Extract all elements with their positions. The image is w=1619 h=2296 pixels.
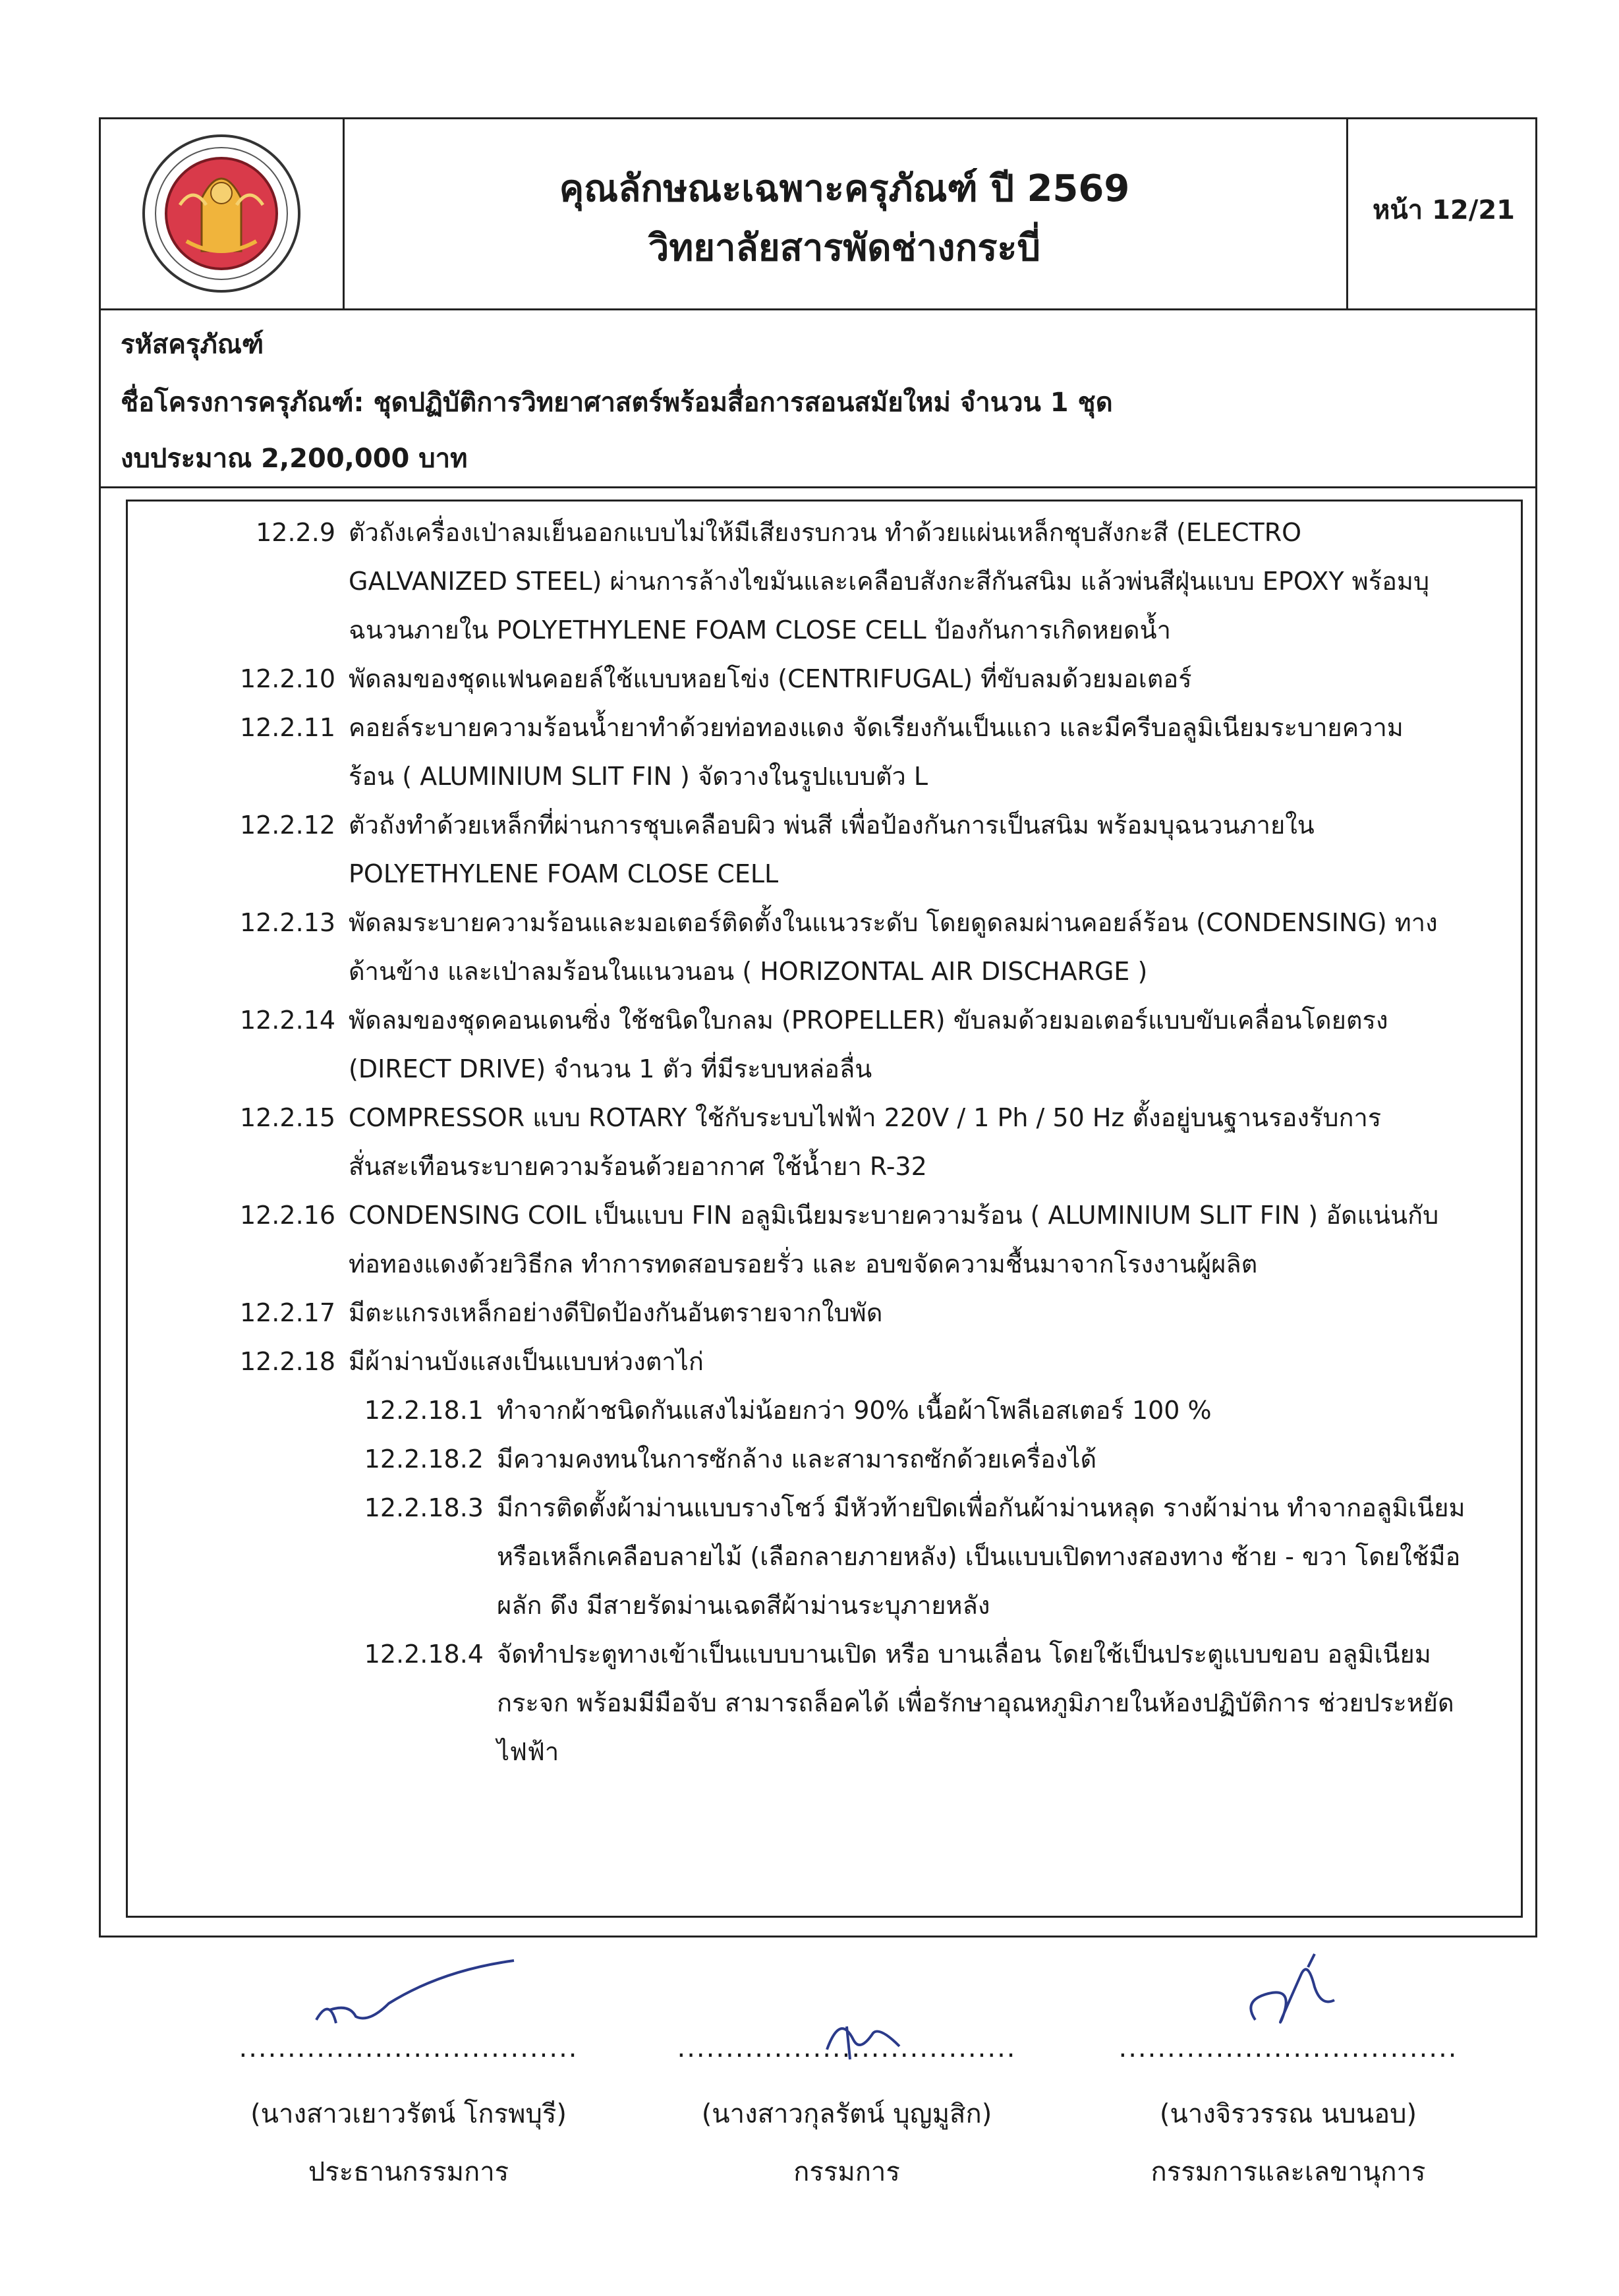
item-text-line: ไฟฟ้า: [497, 1737, 559, 1766]
item-text-line: ร้อน ( ALUMINIUM SLIT FIN ) จัดวางในรูปแบบตัว L: [349, 762, 928, 791]
signer-name: (นางสาวกุลรัตน์ บุญมูสิก): [701, 2099, 992, 2129]
item-text-line: พัดลมระบายความร้อนและมอเตอร์ติดตั้งในแนวระดับ โดยดูดลมผ่านคอยล์ร้อน (CONDENSING) ทาง: [349, 908, 1438, 937]
signer-role: กรรมการและเลขานุการ: [1150, 2157, 1426, 2187]
item-number: 12.2.9: [256, 518, 335, 547]
title-cell: [343, 119, 1452, 308]
item-text-line: พัดลมของชุดแฟนคอยล์ใช้แบบหอยโข่ง (CENTRIFUGAL) ที่ขับลมด้วยมอเตอร์: [349, 664, 1192, 693]
spec-subitem: [364, 1386, 1212, 1435]
spec-subitem: [364, 1630, 1454, 1776]
equipment-code-label: รหัสครุภัณฑ์: [121, 330, 264, 360]
item-text-line: จัดทำประตูทางเข้าเป็นแบบบานเปิด หรือ บานเลื่อน โดยใช้เป็นประตูแบบขอบ อลูมิเนียม: [497, 1640, 1431, 1669]
signature-block: [198, 2033, 619, 2208]
item-text-line: มีการติดตั้งผ้าม่านแบบรางโชว์ มีหัวท้ายปิดเพื่อกันผ้าม่านหลุด รางผ้าม่าน ทำจากอลูมิเนียม: [497, 1493, 1465, 1522]
item-number: 12.2.18: [239, 1347, 335, 1376]
page-number: หน้า 12/21: [1372, 195, 1516, 225]
item-text-line: หรือเหล็กเคลือบลายไม้ (เลือกลายภายหลัง) เป็นแบบเปิดทางสองทาง ซ้าย - ขวา โดยใช้มือ: [497, 1542, 1461, 1571]
item-number: 12.2.13: [239, 908, 335, 937]
spec-item: [239, 1191, 1439, 1288]
item-number: 12.2.14: [239, 1006, 335, 1035]
item-number: 12.2.11: [239, 713, 335, 742]
project-info: [101, 308, 1535, 488]
project-name: ชื่อโครงการครุภัณฑ์: ชุดปฏิบัติการวิทยาศาสตร์พร้อมสื่อการสอนสมัยใหม่ จำนวน 1 ชุด: [121, 387, 1113, 418]
item-text-line: สั่นสะเทือนระบายความร้อนด้วยอากาศ ใช้น้ำยา R-32: [349, 1152, 927, 1181]
budget: งบประมาณ 2,200,000 บาท: [121, 444, 468, 474]
item-text-line: COMPRESSOR แบบ ROTARY ใช้กับระบบไฟฟ้า 220V / 1 Ph / 50 Hz ตั้งอยู่บนฐานรองรับการ: [349, 1103, 1382, 1132]
signer-role: ประธานกรรมการ: [308, 2157, 509, 2187]
spec-subitem: [364, 1483, 1465, 1630]
item-text-line: มีความคงทนในการซักล้าง และสามารถซักด้วยเครื่องได้: [497, 1445, 1097, 1474]
item-text-line: (DIRECT DRIVE) จำนวน 1 ตัว ที่มีระบบหล่อลื่น: [349, 1054, 872, 1083]
signature-block: [636, 2033, 1058, 2208]
item-text-line: POLYETHYLENE FOAM CLOSE CELL: [349, 859, 779, 888]
item-text-line: ด้านข้าง และเป่าลมร้อนในแนวนอน ( HORIZONTAL AIR DISCHARGE ): [349, 957, 1148, 986]
spec-item: [239, 654, 1192, 703]
handwritten-signature: [277, 1957, 540, 2043]
spec-item: [239, 898, 1438, 996]
vocational-commission-logo: [101, 119, 343, 308]
header: [101, 119, 1535, 310]
item-text-line: ฉนวนภายใน POLYETHYLENE FOAM CLOSE CELL ป้องกันการเกิดหยดน้ำ: [349, 616, 1171, 645]
signature-line: ...................................: [1118, 2033, 1458, 2063]
logo-cell: [101, 119, 345, 308]
signature-line: ...................................: [239, 2033, 579, 2063]
item-number: 12.2.10: [239, 664, 335, 693]
spec-item: [239, 1337, 704, 1386]
item-text-line: กระจก พร้อมมีมือจับ สามารถล็อคได้ เพื่อรักษาอุณหภูมิภายในห้องปฏิบัติการ ช่วยประหยัด: [497, 1688, 1454, 1717]
specification-box: [126, 500, 1523, 1918]
spec-item: [239, 801, 1315, 898]
spec-item: [256, 508, 1430, 654]
item-number: 12.2.18.3: [364, 1493, 484, 1522]
item-number: 12.2.18.1: [364, 1396, 484, 1425]
spec-item: [239, 1093, 1382, 1191]
page-cell: [1346, 119, 1539, 308]
item-text-line: คอยล์ระบายความร้อนน้ำยาทำด้วยท่อทองแดง จัดเรียงกันเป็นแถว และมีครีบอลูมิเนียมระบายความ: [349, 713, 1404, 742]
item-number: 12.2.12: [239, 811, 335, 840]
item-text-line: มีผ้าม่านบังแสงเป็นแบบห่วงตาไก่: [349, 1347, 704, 1376]
item-text-line: ทำจากผ้าชนิดกันแสงไม่น้อยกว่า 90% เนื้อผ้าโพลีเอสเตอร์ 100 %: [497, 1396, 1212, 1425]
document-title: คุณลักษณะเฉพาะครุภัณฑ์ ปี 2569: [559, 167, 1130, 210]
item-text-line: ผลัก ดึง มีสายรัดม่านเฉดสีผ้าม่านระบุภายหลัง: [497, 1591, 990, 1620]
signer-name: (นางสาวเยาวรัตน์ โกรพบุรี): [250, 2099, 567, 2129]
item-number: 12.2.17: [239, 1298, 335, 1327]
item-text-line: ท่อทองแดงด้วยวิธีกล ทำการทดสอบรอยรั่ว และ อบขจัดความชื้นมาจากโรงงานผู้ผลิต: [349, 1249, 1258, 1278]
item-number: 12.2.15: [239, 1103, 335, 1132]
item-number: 12.2.16: [239, 1201, 335, 1230]
spec-subitem: [364, 1435, 1097, 1483]
item-number: 12.2.18.2: [364, 1445, 484, 1474]
item-text-line: พัดลมของชุดคอนเดนซิ่ง ใช้ชนิดใบกลม (PROPELLER) ขับลมด้วยมอเตอร์แบบขับเคลื่อนโดยตรง: [349, 1006, 1388, 1035]
item-number: 12.2.18.4: [364, 1640, 484, 1669]
signer-name: (นางจิรวรรณ นบนอบ): [1159, 2099, 1417, 2129]
item-text-line: มีตะแกรงเหล็กอย่างดีปิดป้องกันอันตรายจากใบพัด: [349, 1298, 883, 1327]
spec-item: [239, 996, 1388, 1093]
signer-role: กรรมการ: [793, 2157, 900, 2187]
spec-item: [239, 703, 1404, 801]
document-frame: [99, 117, 1537, 1937]
item-text-line: CONDENSING COIL เป็นแบบ FIN อลูมิเนียมระบายความร้อน ( ALUMINIUM SLIT FIN ) อัดแน่นกับ: [349, 1201, 1439, 1230]
signature-line: ...................................: [677, 2033, 1017, 2063]
college-name: วิทยาลัยสารพัดช่างกระบี่: [648, 227, 1041, 270]
signature-block: [1077, 2033, 1499, 2208]
item-text-line: ตัวถังทำด้วยเหล็กที่ผ่านการชุบเคลือบผิว พ่นสี เพื่อป้องกันการเป็นสนิม พร้อมบุฉนวนภายใน: [349, 811, 1315, 840]
item-text-line: ตัวถังเครื่องเป่าลมเย็นออกแบบไม่ให้มีเสียงรบกวน ทำด้วยแผ่นเหล็กชุบสังกะสี (ELECTRO: [349, 518, 1302, 547]
spec-item: [239, 1288, 883, 1337]
item-text-line: GALVANIZED STEEL) ผ่านการล้างไขมันและเคลือบสังกะสีกันสนิม แล้วพ่นสีฝุ่นแบบ EPOXY พร้อมบุ: [349, 567, 1430, 596]
